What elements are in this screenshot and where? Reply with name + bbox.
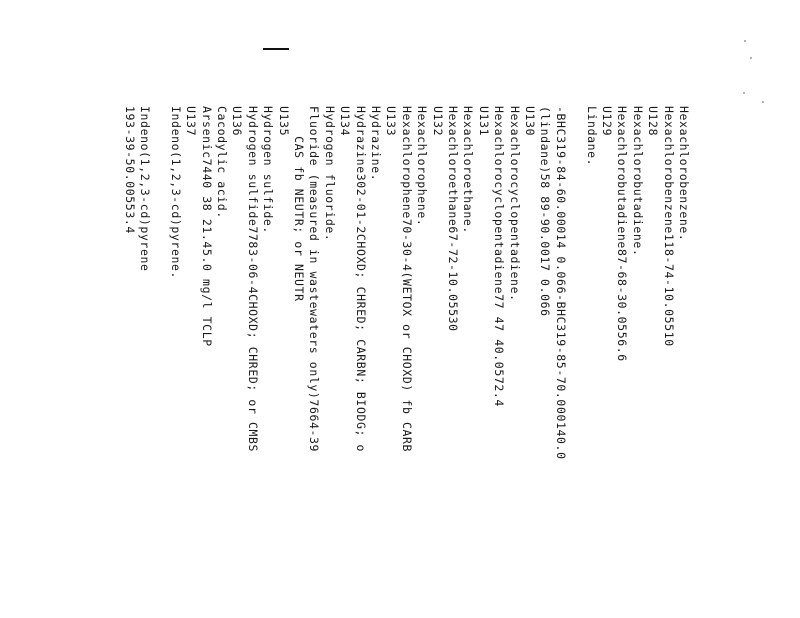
text-line: Fluoride (measured in wastewaters only)7664-39 — [307, 106, 322, 453]
text-line: -BHC319-84-60.00014 0.066-BHC319-85-70.000140.0 — [553, 106, 568, 460]
text-line: Hexachlorobutadiene87-68-30.0556.6 — [615, 106, 630, 362]
text-line: Hydrazine. — [369, 106, 383, 182]
text-line: Hydrogen fluoride. — [322, 106, 337, 242]
text-line: Indeno(1,2,3-cd)pyrene. — [168, 106, 183, 280]
text-line: U130 — [523, 106, 537, 137]
text-line: Hexachloroethane67-72-10.05530 — [446, 106, 460, 332]
text-line: Hexachlorophene. — [415, 106, 430, 227]
text-line: Arsenic7440 38 21.45.0 mg/l TCLP — [199, 106, 214, 347]
text-line: U133 — [384, 106, 399, 137]
text-line: (lindane)58 89-90.0017 0.066 — [538, 106, 553, 317]
text-line: Hydrogen sulfide. — [261, 106, 276, 234]
text-line: 193-39-50.00553.4 — [122, 106, 137, 234]
text-line: Indeno(1,2,3-cd)pyrene — [138, 106, 152, 272]
text-line: Hexachlorophene70-30-4(WETOX or CHOXD) fb CARB — [399, 106, 414, 453]
text-line: Lindane. — [584, 106, 599, 167]
text-line: CAS fb NEUTR; or NEUTR — [292, 106, 306, 302]
text-line: Hexachlorobutadiene. — [630, 106, 645, 257]
text-line: Hexachloroethane. — [461, 106, 476, 234]
text-line: U137 — [184, 106, 199, 137]
text-line: U131 — [476, 106, 491, 137]
text-line: U135 — [276, 106, 291, 137]
text-line: Hexachlorocyclopentadiene77 47 40.0572.4 — [492, 106, 507, 407]
text-line: Hydrazine302-01-2CHOXD; CHRED; CARBN; BIODG; o — [353, 106, 368, 453]
text-line: U129 — [600, 106, 614, 137]
text-line: Hexachlorocyclopentadiene. — [507, 106, 522, 302]
text-line: U134 — [338, 106, 353, 137]
text-line: Hexachlorobenzene. — [677, 106, 691, 242]
text-line: Hexachlorobenzene118-74-10.05510 — [661, 106, 676, 347]
text-line: Hydrogen sulfide7783-06-4CHOXD; CHRED; or CMBS — [245, 106, 260, 453]
text-line: Cacodylic acid. — [215, 106, 229, 219]
text-line: U128 — [646, 106, 661, 137]
text-line: U136 — [230, 106, 245, 137]
text-line: U132 — [430, 106, 445, 137]
